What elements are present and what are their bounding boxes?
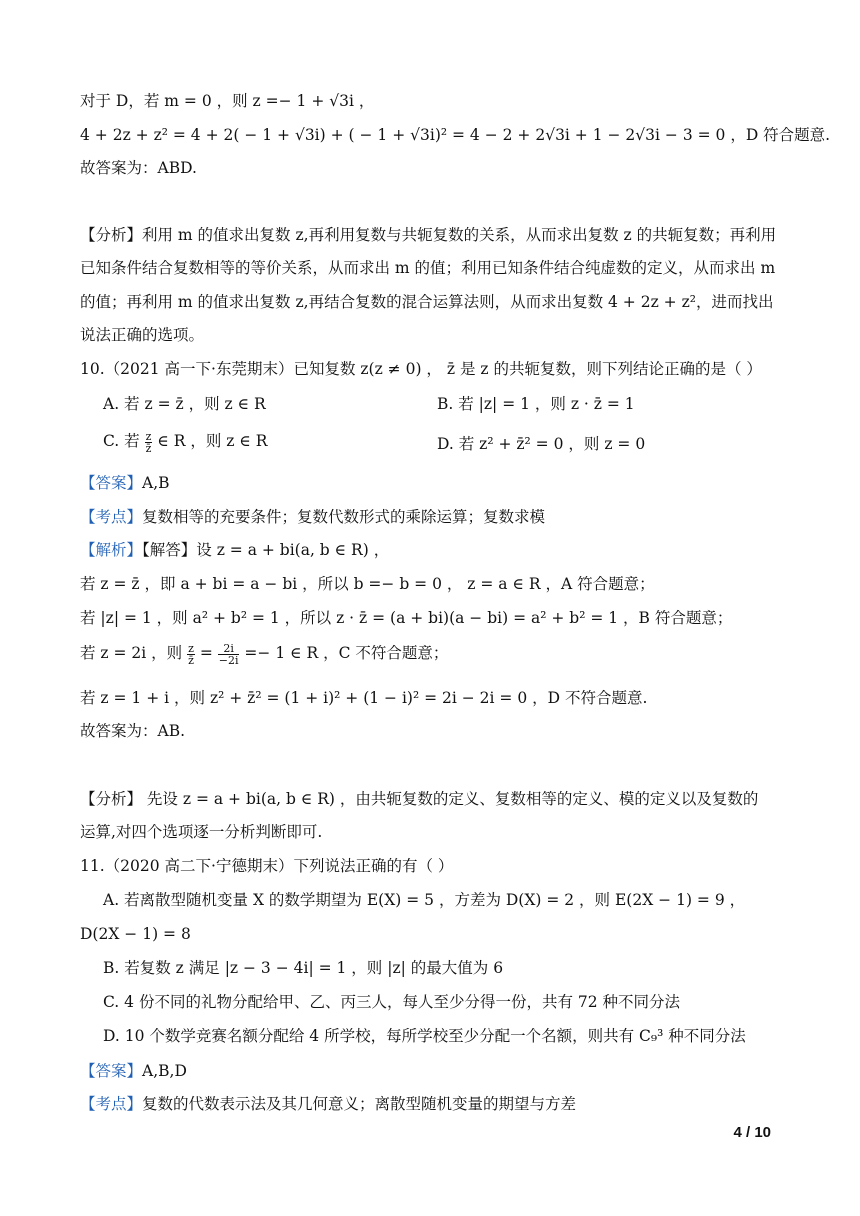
topic-line: [80, 1093, 576, 1115]
topic-line: [80, 506, 545, 528]
option-c-prefix: C. 若: [103, 432, 145, 450]
option-c: [103, 430, 267, 454]
analysis-line: 已知条件结合复数相等的等价关系，从而求出 m 的值；利用已知条件结合纯虚数的定义，从而求出 m: [80, 259, 776, 277]
fraction-denominator: z̄: [145, 441, 152, 455]
answer-line: [80, 1060, 187, 1082]
fraction: [187, 643, 195, 666]
answer-text: A,B: [142, 474, 170, 492]
explanation-line: 若 |z| = 1 ，则 a² + b² = 1 ，所以 z · z̄ = (a + bi)(a − bi) = a² + b² = 1 ，B 符合题意；: [80, 609, 733, 627]
topic-tag: 【考点】: [80, 1095, 143, 1113]
option-a-continued: D(2X − 1) = 8: [80, 925, 191, 943]
option-c-suffix: ∈ R ，则 z ∈ R: [152, 432, 268, 450]
fraction: [218, 643, 240, 666]
analysis-line: 的值；再利用 m 的值求出复数 z,再结合复数的混合运算法则，从而求出复数 4 + 2z + z²，进而找出: [80, 293, 774, 311]
option-a: A. 若离散型随机变量 X 的数学期望为 E(X) = 5 ，方差为 D(X) = 2 ，则 E(2X − 1) = 9 ，: [103, 891, 746, 909]
explanation-prefix: 若 z = 2i ，则: [80, 644, 188, 662]
fraction-denominator: −2i: [218, 653, 239, 667]
option-b: B. 若 |z| = 1 ，则 z · z̄ = 1: [437, 395, 635, 413]
option-b: B. 若复数 z 满足 |z − 3 − 4i| = 1 ，则 |z| 的最大值为 6: [103, 959, 504, 977]
analysis-line: 说法正确的选项。: [80, 326, 205, 344]
analysis-line: 运算,对四个选项逐一分析判断即可.: [80, 823, 323, 841]
question-10-stem: 10.（2021 高一下·东莞期末）已知复数 z(z ≠ 0) ， z̄ 是 z 的共轭复数，则下列结论正确的是（ ）: [80, 360, 762, 378]
solution-line: 4 + 2z + z² = 4 + 2( − 1 + √3i) + ( − 1 + √3i)² = 4 − 2 + 2√3i + 1 − 2√3i − 3 = 0 ，D 符合题意.: [80, 126, 831, 144]
topic-text: 复数相等的充要条件；复数代数形式的乘除运算；复数求模: [142, 508, 546, 526]
option-a: A. 若 z = z̄ ，则 z ∈ R: [103, 395, 266, 413]
answer-line: [80, 472, 170, 494]
option-d: D. 若 z² + z̄² = 0 ，则 z = 0: [437, 435, 646, 453]
fraction-denominator: z̄: [188, 653, 194, 667]
page-number: 4 / 10: [733, 1124, 771, 1141]
analysis-line: 【分析】 先设 z = a + bi(a, b ∈ R) ，由共轭复数的定义、复数相等的定义、模的定义以及复数的: [80, 790, 759, 808]
question-11-stem: 11.（2020 高二下·宁德期末）下列说法正确的有（ ）: [80, 857, 454, 875]
topic-tag: 【考点】: [80, 508, 143, 526]
option-c: C. 4 份不同的礼物分配给甲、乙、丙三人，每人至少分得一份，共有 72 种不同分法: [103, 993, 681, 1011]
solution-line: 故答案为：ABD.: [80, 159, 197, 177]
explanation-line: 若 z = 1 + i ，则 z² + z̄² = (1 + i)² + (1 − i)² = 2i − 2i = 0 ，D 不符合题意.: [80, 689, 648, 707]
explanation-line: 若 z = z̄ ，即 a + bi = a − bi ，所以 b =− b = 0 ， z = a ∈ R ，A 符合题意；: [80, 575, 655, 593]
option-d: D. 10 个数学竞赛名额分配给 4 所学校，每所学校至少分配一个名额，则共有 C₉³ 种不同分法: [103, 1027, 746, 1045]
explanation-line: 故答案为：AB.: [80, 722, 186, 740]
explanation-line: [80, 642, 448, 666]
explanation-suffix: =− 1 ∈ R ，C 不符合题意；: [239, 644, 449, 662]
fraction-numerator: 2i: [218, 643, 240, 655]
topic-text: 复数的代数表示法及其几何意义；离散型随机变量的期望与方差: [142, 1095, 577, 1113]
answer-tag: 【答案】: [80, 1062, 143, 1080]
fraction-numerator: z: [145, 429, 152, 443]
fraction-numerator: z: [188, 641, 194, 655]
solution-line: 对于 D，若 m = 0 ，则 z =− 1 + √3i ，: [80, 92, 375, 110]
analysis-line: 【分析】利用 m 的值求出复数 z,再利用复数与共轭复数的关系，从而求出复数 z 的共轭复数；再利用: [80, 226, 777, 244]
explanation-text: 【解答】设 z = a + bi(a, b ∈ R) ，: [142, 541, 390, 559]
equals-sign: =: [194, 644, 218, 662]
explanation-tag: 【解析】: [80, 541, 143, 559]
answer-tag: 【答案】: [80, 474, 143, 492]
explanation-line: [80, 539, 389, 561]
answer-text: A,B,D: [142, 1062, 187, 1080]
